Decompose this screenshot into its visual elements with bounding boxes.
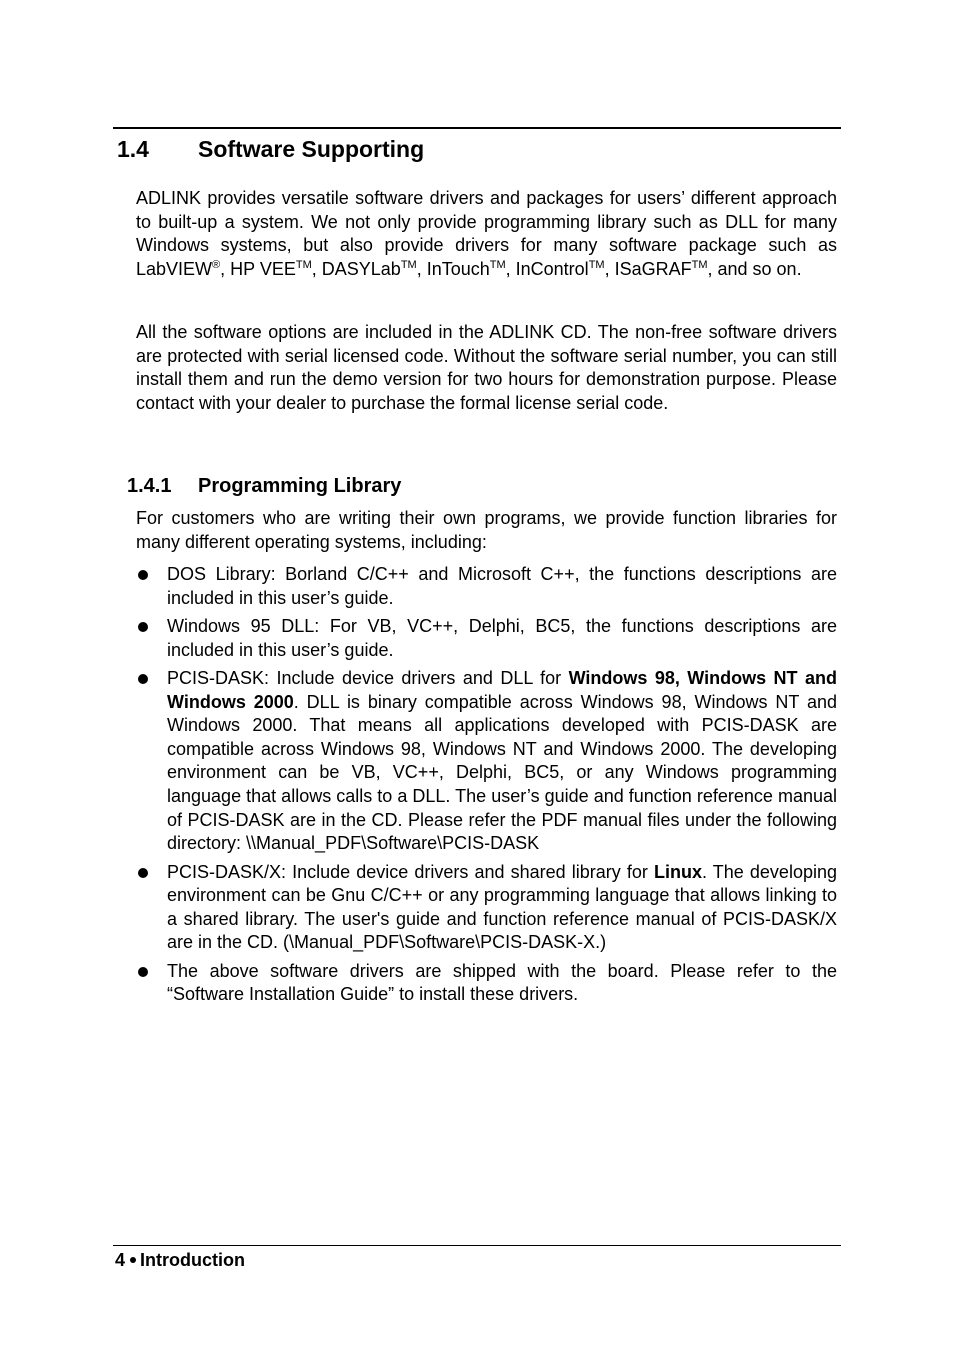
list-item [136, 861, 837, 955]
intro-text: , DASYLab [311, 258, 401, 279]
section-title: Software Supporting [198, 136, 425, 162]
list-item-text [167, 861, 837, 955]
section-heading [117, 136, 424, 163]
library-intro-paragraph: For customers who are writing their own programs, we provide function libraries for many different operating systems, including: [136, 508, 837, 552]
trademark-mark: TM [588, 258, 605, 271]
header-rule [113, 127, 841, 129]
trademark-mark: TM [489, 258, 506, 271]
bullet-icon [138, 570, 148, 580]
page-number: 4 [115, 1250, 126, 1270]
intro-paragraph [136, 187, 837, 281]
intro-text: , InControl [505, 258, 589, 279]
list-item [136, 960, 837, 1007]
bullet-icon [138, 868, 148, 878]
trademark-mark: TM [691, 258, 708, 271]
list-item-text-part: PCIS-DASK: Include device drivers and DLL for [167, 667, 569, 688]
license-paragraph: All the software options are included in the ADLINK CD. The non-free software drivers are protected with serial licensed code. Without the software serial number, you can still install them and run the demo version for two hours for demonstration purpose. Please contact with your dealer to purchase the formal license serial code. [136, 322, 837, 413]
list-item-text [167, 667, 837, 856]
list-item-text-part: PCIS-DASK/X: Include device drivers and shared library for [167, 861, 655, 882]
intro-text: , HP VEE [220, 258, 296, 279]
section-number: 1.4 [117, 136, 149, 162]
library-list [136, 563, 837, 1012]
page-footer [115, 1250, 245, 1271]
trademark-mark: TM [295, 258, 312, 271]
intro-text: , InTouch [416, 258, 490, 279]
intro-text: ADLINK provides versatile software drivers and packages for users’ different approach to built-up a system. We not only provide programming library such as DLL for many Windows systems, but also provide drivers for many software package such as LabVIEW [136, 188, 837, 279]
list-item [136, 615, 837, 662]
list-item-text-part: . DLL is binary compatible across Windows 98, Windows NT and Windows 2000. That means all applications developed with PCIS-DASK are compatible across Windows 98, Windows NT and Windows 2000. The developing environment can be VB, VC++, Delphi, BC5, or any Windows programming language that allows calls to a DLL. The user’s guide and function reference manual of PCIS-DASK are in the CD. Please refer the PDF manual files under the following directory: \\Manual_PDF\Software\PCIS-DASK [167, 691, 837, 854]
subsection-title: Programming Library [198, 475, 402, 497]
intro-text: , and so on. [707, 258, 802, 279]
chapter-name: Introduction [140, 1250, 245, 1270]
footer-rule [113, 1245, 841, 1246]
list-item-text: The above software drivers are shipped with the board. Please refer to the “Software Installation Guide” to install these drivers. [167, 960, 837, 1005]
list-item-bold-text: Linux [654, 861, 703, 882]
trademark-mark: TM [400, 258, 417, 271]
list-item [136, 563, 837, 610]
footer-bullet-icon [130, 1257, 136, 1263]
registered-mark: ® [212, 258, 221, 271]
subsection-number: 1.4.1 [127, 475, 172, 497]
subsection-heading [127, 475, 401, 498]
bullet-icon [138, 622, 148, 632]
list-item-text-part: . The developing environment can be Gnu C/C++ or any programming language that allows linking to a shared library. The user's guide and function reference manual of PCIS-DASK/X are in the CD. (\Manual_PDF\Software\PCIS-DASK-X.) [167, 861, 837, 953]
bullet-icon [138, 967, 148, 977]
list-item [136, 667, 837, 856]
list-item-bold-text: Windows 98, Windows NT and Windows 2000 [167, 667, 837, 712]
bullet-icon [138, 674, 148, 684]
list-item-text: DOS Library: Borland C/C++ and Microsoft C++, the functions descriptions are included in this user’s guide. [167, 564, 837, 608]
list-item-text: Windows 95 DLL: For VB, VC++, Delphi, BC5, the functions descriptions are included in this user’s guide. [167, 615, 837, 660]
intro-text: , ISaGRAF [604, 258, 692, 279]
